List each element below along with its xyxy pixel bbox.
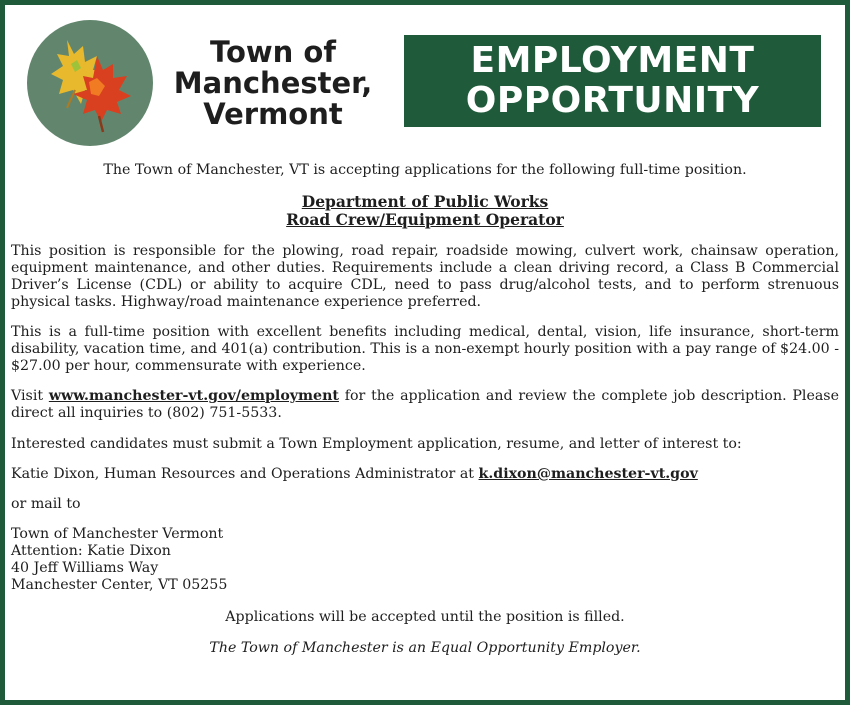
closing-text: Applications will be accepted until the position is filled.: [225, 609, 625, 625]
mailing-address: [11, 526, 839, 594]
visit-suffix: for the application and review the complete job description. Please direct all inquiries to (802) 751-5533.: [11, 388, 839, 421]
contact-prefix: Katie Dixon, Human Resources and Operations Administrator at: [11, 466, 479, 482]
intro-text: The Town of Manchester, VT is accepting applications for the following full-time position.: [103, 162, 747, 178]
address-line-2: Attention: Katie Dixon: [11, 543, 171, 559]
position-title: Road Crew/Equipment Operator: [286, 210, 564, 229]
contact-line: [11, 466, 839, 483]
duties-paragraph: This position is responsible for the plowing, road repair, roadside mowing, culvert work, chainsaw operation, equipment maintenance, and other duties. Requirements include a clean driving record, a Class B Commercial Driver’s License (CDL) or ability to acquire CDL, need to pass drug/alcohol tests, and to perform strenuous physical tasks. Highway/road maintenance experience preferred.: [11, 243, 839, 310]
submit-text: Interested candidates must submit a Town Employment application, resume, and letter of interest to:: [11, 436, 742, 452]
town-name: [168, 37, 378, 130]
banner-line-1: EMPLOYMENT: [470, 40, 755, 81]
address-line-1: Town of Manchester Vermont: [11, 526, 224, 542]
employment-banner: [404, 35, 821, 127]
banner-line-2: OPPORTUNITY: [465, 80, 760, 121]
eoe-statement: The Town of Manchester is an Equal Opportunity Employer.: [209, 640, 641, 656]
maple-leaf-icon: [27, 20, 153, 146]
department-title: Department of Public Works: [301, 192, 549, 211]
address-line-3: 40 Jeff Williams Way: [11, 560, 159, 576]
visit-paragraph: [11, 388, 839, 422]
or-mail-text: or mail to: [11, 496, 81, 512]
town-name-line-2: Manchester,: [173, 66, 373, 100]
town-logo: [27, 20, 153, 146]
ad-body: [11, 162, 839, 657]
employment-link[interactable]: www.manchester-vt.gov/employment: [48, 388, 339, 404]
contact-email-link[interactable]: k.dixon@manchester-vt.gov: [478, 466, 698, 482]
visit-prefix: Visit: [11, 388, 49, 404]
town-name-line-1: Town of: [210, 35, 336, 69]
address-line-4: Manchester Center, VT 05255: [11, 577, 228, 593]
town-name-line-3: Vermont: [203, 97, 343, 131]
benefits-paragraph: This is a full-time position with excellent benefits including medical, dental, vision, life insurance, short-term disability, vacation time, and 401(a) contribution. This is a non-exempt hourly position with a pay range of $24.00 - $27.00 per hour, commensurate with experience.: [11, 324, 840, 374]
position-heading: [11, 193, 839, 229]
